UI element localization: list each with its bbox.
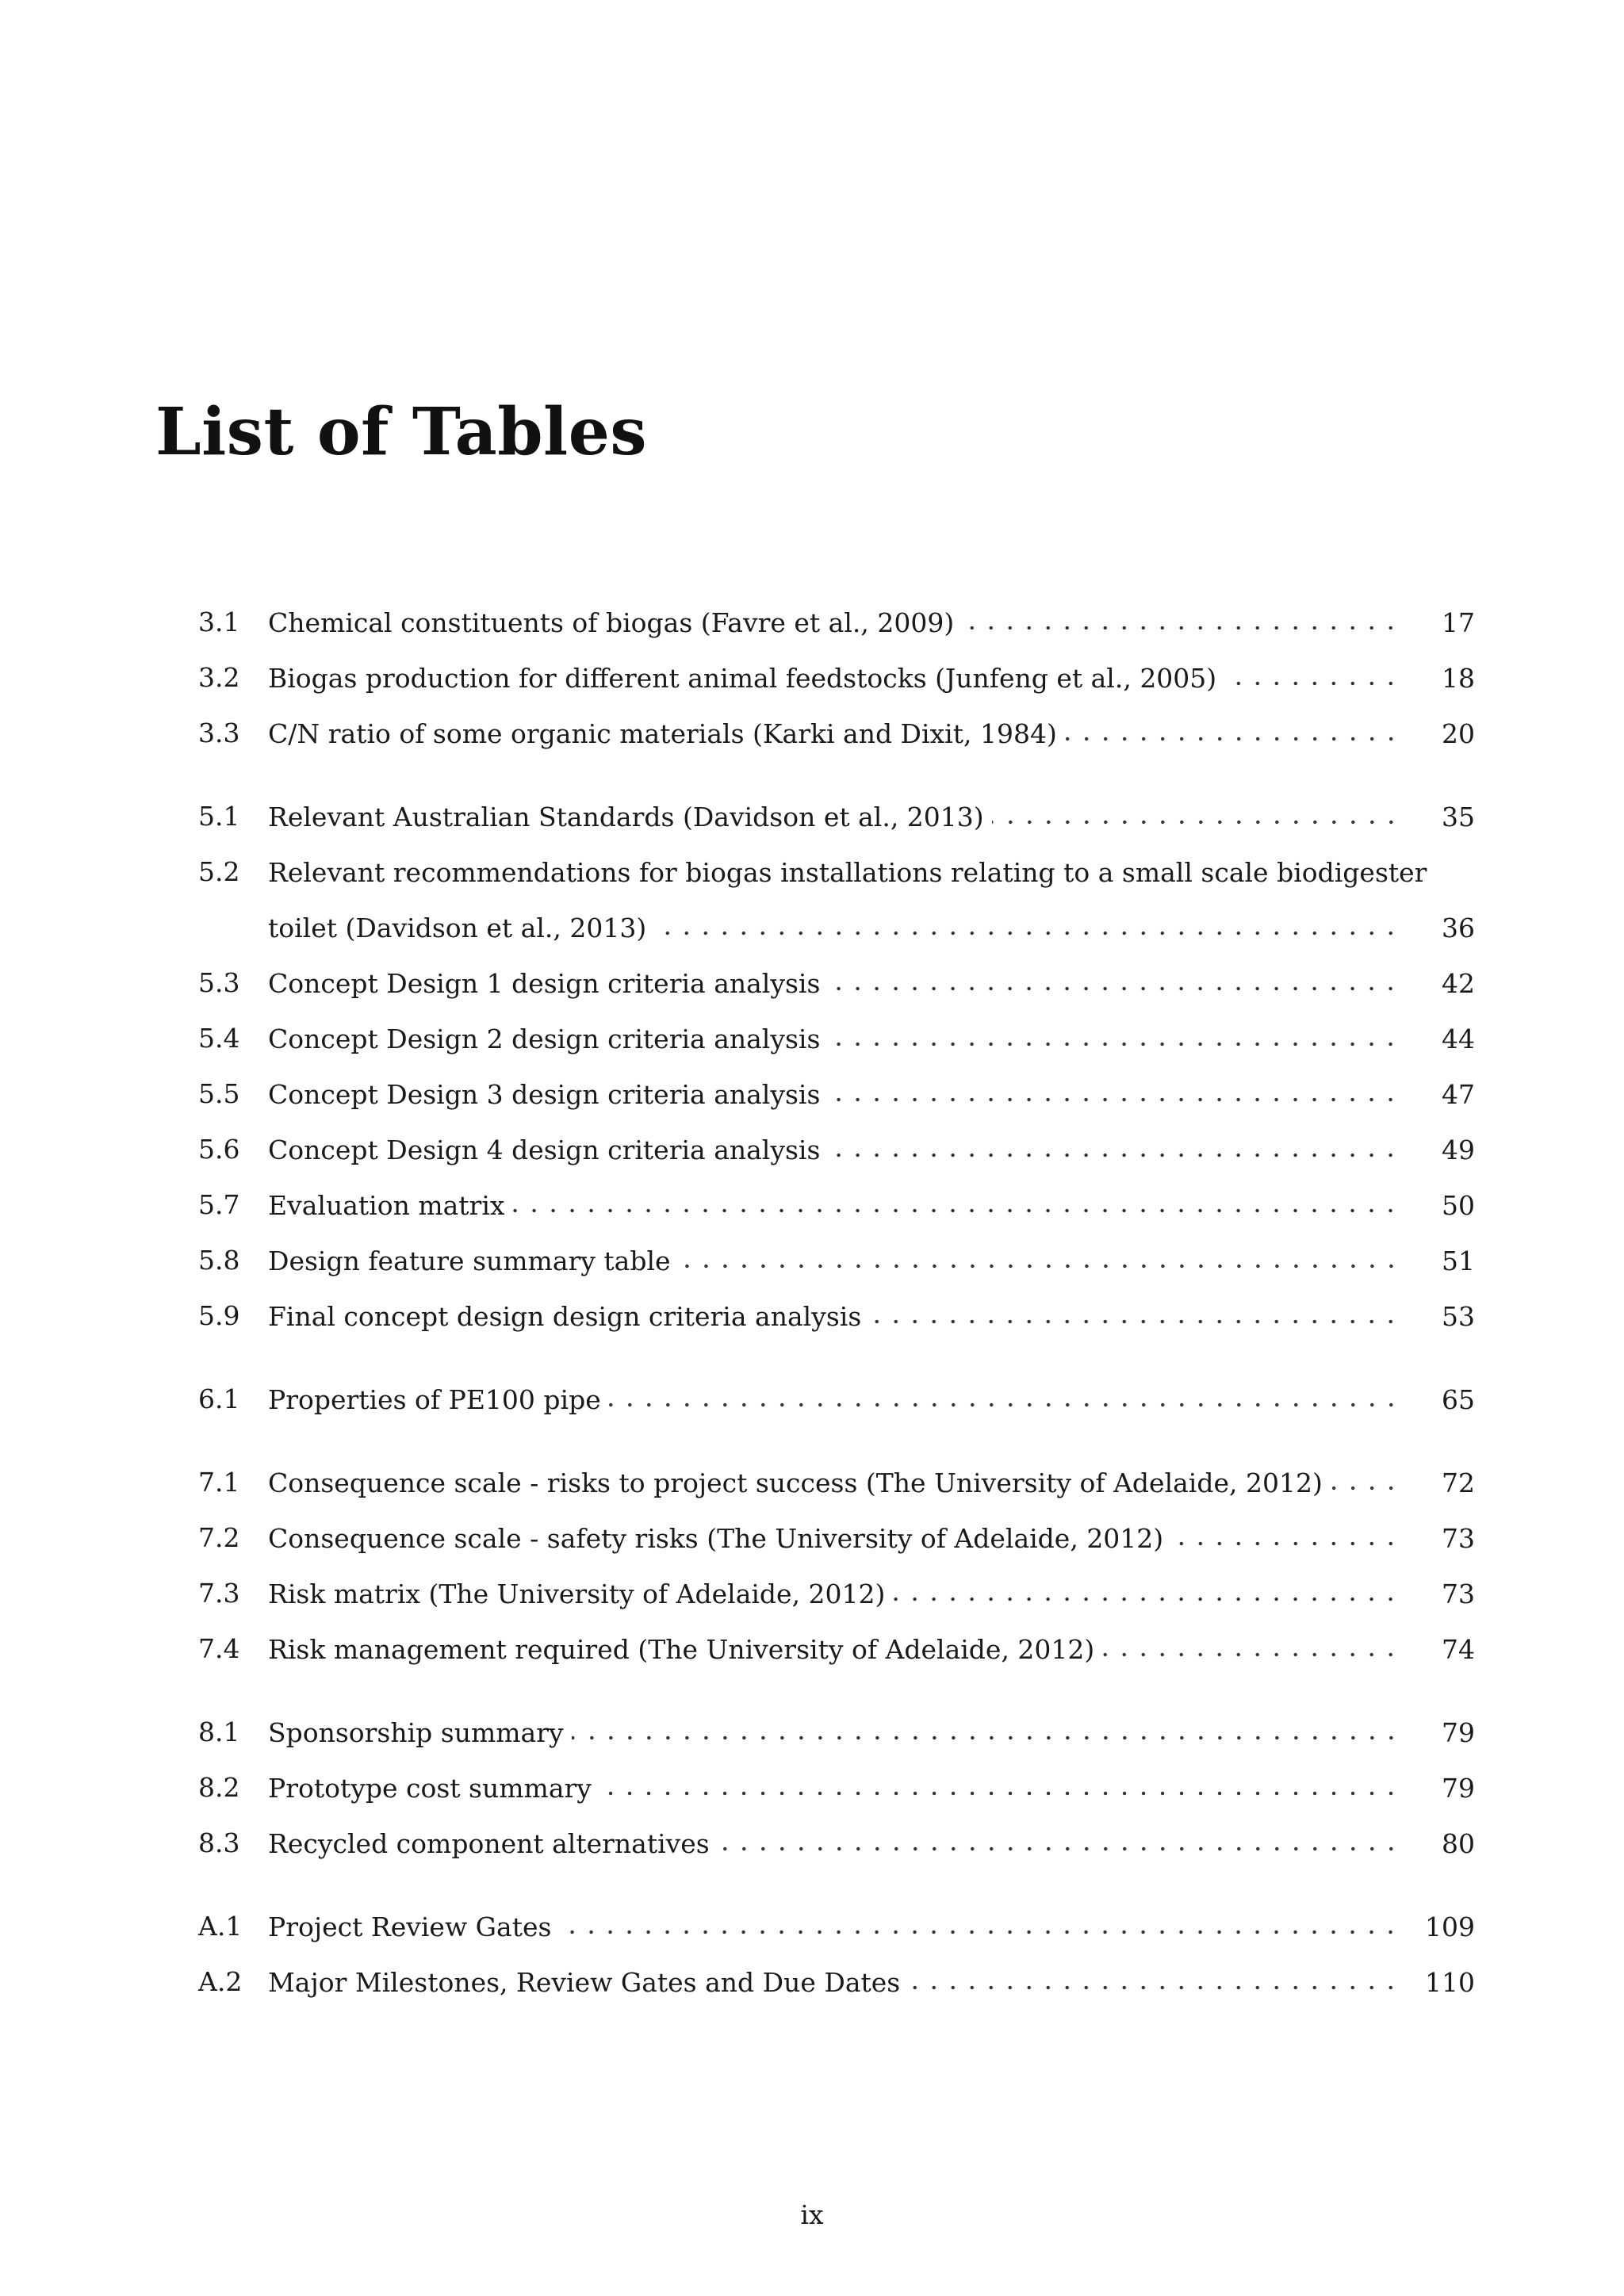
table-caption: Concept Design 2 design criteria analysis: [268, 1023, 821, 1054]
page-number: 109: [1425, 1911, 1475, 1942]
dot-leader: [559, 1930, 1400, 1934]
table-number: 5.1: [198, 801, 240, 832]
table-caption: Relevant Australian Standards (Davidson et al., 2013): [268, 801, 984, 832]
dot-leader: [828, 1042, 1400, 1047]
page-number: 51: [1442, 1245, 1475, 1276]
dot-leader: [679, 1264, 1400, 1269]
page-number: 44: [1442, 1023, 1475, 1054]
table-number: A.2: [198, 1966, 243, 1997]
page-number: 74: [1442, 1633, 1475, 1665]
dot-leader: [609, 1402, 1400, 1407]
dot-leader: [572, 1735, 1400, 1740]
table-number: 3.3: [198, 718, 240, 748]
table-number: 5.4: [198, 1023, 240, 1054]
page-number: 79: [1442, 1772, 1475, 1804]
dot-leader: [908, 1985, 1400, 1990]
toc-entry-5-9[interactable]: [198, 1288, 1475, 1344]
table-number: A.1: [198, 1911, 243, 1942]
toc-entry-5-6[interactable]: [198, 1122, 1475, 1177]
dot-leader: [992, 820, 1400, 825]
table-caption: Concept Design 1 design criteria analysis: [268, 967, 821, 999]
table-number: 3.1: [198, 607, 240, 637]
table-number: 5.7: [198, 1189, 240, 1220]
page-number: 72: [1442, 1467, 1475, 1498]
page-number: 79: [1442, 1716, 1475, 1748]
table-caption: Concept Design 3 design criteria analysis: [268, 1078, 821, 1110]
toc-entry-8-3[interactable]: [198, 1816, 1475, 1871]
page-number: 73: [1442, 1522, 1475, 1554]
table-caption: Design feature summary table: [268, 1245, 671, 1276]
toc-entry-7-2[interactable]: [198, 1510, 1475, 1566]
dot-leader: [869, 1319, 1400, 1324]
dot-leader: [599, 1791, 1400, 1796]
page-title: List of Tables: [155, 394, 648, 470]
dot-leader: [1171, 1541, 1400, 1546]
page-number: 65: [1442, 1383, 1475, 1415]
table-number: 7.3: [198, 1578, 240, 1609]
table-caption: Risk matrix (The University of Adelaide, 2012): [268, 1578, 886, 1609]
toc-entry-3-1[interactable]: [198, 595, 1475, 650]
toc-entry-8-1[interactable]: [198, 1705, 1475, 1760]
dot-leader: [1331, 1486, 1400, 1490]
toc-entry-a-2[interactable]: [198, 1954, 1475, 2010]
page-number: 18: [1442, 662, 1475, 694]
page-number: 47: [1442, 1078, 1475, 1110]
toc-entry-5-1[interactable]: [198, 789, 1475, 844]
toc-entry-6-1[interactable]: [198, 1372, 1475, 1427]
page-number: 73: [1442, 1578, 1475, 1609]
table-caption: Consequence scale - safety risks (The University of Adelaide, 2012): [268, 1522, 1164, 1554]
table-number: 5.5: [198, 1078, 240, 1109]
toc-entry-3-3[interactable]: [198, 706, 1475, 761]
dot-leader: [828, 1153, 1400, 1158]
table-number: 3.2: [198, 662, 240, 693]
page-number: 17: [1442, 607, 1475, 638]
table-number: 8.1: [198, 1716, 240, 1747]
table-caption: Biogas production for different animal feedstocks (Junfeng et al., 2005): [268, 662, 1217, 694]
table-number: 7.1: [198, 1467, 240, 1498]
table-caption: Evaluation matrix: [268, 1189, 505, 1221]
footer-page-number: ix: [800, 2199, 824, 2230]
page-number: 35: [1442, 801, 1475, 832]
table-number: 5.3: [198, 967, 240, 998]
dot-leader: [512, 1208, 1400, 1213]
table-caption: Recycled component alternatives: [268, 1827, 710, 1859]
table-number: 5.8: [198, 1245, 240, 1276]
table-caption: Prototype cost summary: [268, 1772, 592, 1804]
dot-leader: [1224, 681, 1400, 686]
toc-entry-5-4[interactable]: [198, 1011, 1475, 1066]
page-number: 42: [1442, 967, 1475, 999]
page-number: 53: [1442, 1300, 1475, 1332]
page-number: 36: [1442, 912, 1475, 943]
table-number: 8.3: [198, 1827, 240, 1858]
toc-entry-7-1[interactable]: [198, 1455, 1475, 1510]
table-number: 6.1: [198, 1383, 240, 1414]
page-number: 110: [1425, 1966, 1475, 1998]
table-number: 7.2: [198, 1522, 240, 1553]
toc-entry-5-8[interactable]: [198, 1233, 1475, 1288]
page-number: 80: [1442, 1827, 1475, 1859]
table-number: 5.6: [198, 1134, 240, 1165]
dot-leader: [828, 1097, 1400, 1102]
table-caption: Major Milestones, Review Gates and Due Dates: [268, 1966, 901, 1998]
table-caption: C/N ratio of some organic materials (Karki and Dixit, 1984): [268, 718, 1057, 749]
table-caption: Relevant recommendations for biogas installations relating to a small scale biodigester: [268, 856, 1427, 888]
dot-leader: [1065, 737, 1400, 741]
table-caption-continued: toilet (Davidson et al., 2013): [268, 912, 647, 943]
toc-entry-7-4[interactable]: [198, 1621, 1475, 1677]
page-number: 50: [1442, 1189, 1475, 1221]
dot-leader: [893, 1597, 1400, 1601]
toc-entry-5-2-continued[interactable]: [198, 900, 1475, 955]
toc-entry-8-2[interactable]: [198, 1760, 1475, 1816]
table-caption: Consequence scale - risks to project success (The University of Adelaide, 2012): [268, 1467, 1323, 1498]
dot-leader: [962, 626, 1400, 630]
table-caption: Final concept design design criteria analysis: [268, 1300, 862, 1332]
table-caption: Project Review Gates: [268, 1911, 552, 1942]
toc-entry-a-1[interactable]: [198, 1899, 1475, 1954]
table-number: 5.9: [198, 1300, 240, 1331]
table-caption: Risk management required (The University of Adelaide, 2012): [268, 1633, 1095, 1665]
table-number: 8.2: [198, 1772, 240, 1803]
dot-leader: [1102, 1652, 1400, 1657]
table-caption: Properties of PE100 pipe: [268, 1383, 601, 1415]
page-number: 49: [1442, 1134, 1475, 1165]
toc-entry-5-5[interactable]: [198, 1066, 1475, 1122]
dot-leader: [654, 931, 1400, 936]
dot-leader: [718, 1846, 1400, 1851]
table-number: 7.4: [198, 1633, 240, 1664]
page-number: 20: [1442, 718, 1475, 749]
table-caption: Concept Design 4 design criteria analysis: [268, 1134, 821, 1165]
toc-entry-7-3[interactable]: [198, 1566, 1475, 1621]
toc-entry-5-2[interactable]: [198, 844, 1475, 900]
toc-entry-5-7[interactable]: [198, 1177, 1475, 1233]
table-number: 5.2: [198, 856, 240, 887]
table-caption: Chemical constituents of biogas (Favre et al., 2009): [268, 607, 955, 638]
toc-entry-3-2[interactable]: [198, 650, 1475, 706]
dot-leader: [828, 986, 1400, 991]
toc-entry-5-3[interactable]: [198, 955, 1475, 1011]
table-caption: Sponsorship summary: [268, 1716, 564, 1748]
